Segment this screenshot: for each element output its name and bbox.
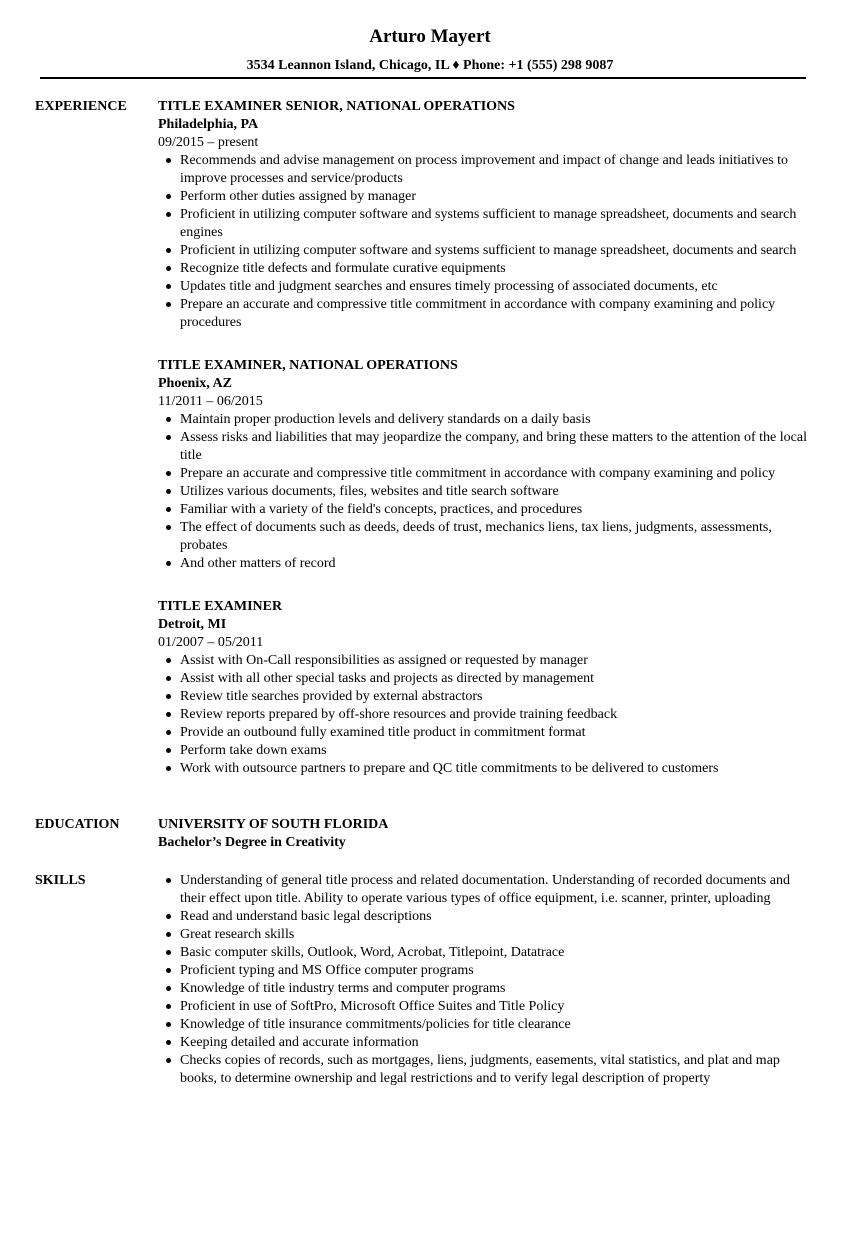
bullet-item: The effect of documents such as deeds, deeds of trust, mechanics liens, tax liens, judgments, assessments, probates [158, 519, 813, 555]
bullet-item: Review reports prepared by off-shore resources and provide training feedback [158, 706, 813, 724]
bullet-item: Provide an outbound fully examined title product in commitment format [158, 724, 813, 742]
bullet-item: Review title searches provided by external abstractors [158, 688, 813, 706]
skill-item: Basic computer skills, Outlook, Word, Acrobat, Titlepoint, Datatrace [158, 944, 813, 962]
skill-item: Checks copies of records, such as mortgages, liens, judgments, easements, vital statistics, and plat and map books, to determine ownership and legal restrictions and to verify legal description of property [158, 1052, 813, 1088]
skills-list [158, 872, 813, 1088]
job-bullets [158, 152, 813, 332]
skill-item: Keeping detailed and accurate information [158, 1034, 813, 1052]
bullet-item: Utilizes various documents, files, websites and title search software [158, 483, 813, 501]
job-entry [158, 98, 813, 332]
bullet-item: Updates title and judgment searches and ensures timely processing of associated documents, etc [158, 278, 813, 296]
skill-item: Knowledge of title insurance commitments/policies for title clearance [158, 1016, 813, 1034]
bullet-item: Recommends and advise management on process improvement and impact of change and leads initiatives to improve processes and service/products [158, 152, 813, 188]
school-name: UNIVERSITY OF SOUTH FLORIDA [158, 817, 389, 832]
job-title: TITLE EXAMINER, NATIONAL OPERATIONS [158, 358, 458, 373]
skill-item: Knowledge of title industry terms and computer programs [158, 980, 813, 998]
degree: Bachelor’s Degree in Creativity [158, 835, 346, 850]
skill-item: Understanding of general title process and related documentation. Understanding of recorded documents and their effect upon title. Ability to operate various types of office equipment, i.e. scanner, printer, uploading [158, 872, 813, 908]
job-title: TITLE EXAMINER SENIOR, NATIONAL OPERATIONS [158, 99, 515, 114]
bullet-item: Perform other duties assigned by manager [158, 188, 813, 206]
skill-item: Proficient in use of SoftPro, Microsoft Office Suites and Title Policy [158, 998, 813, 1016]
bullet-item: Proficient in utilizing computer software and systems sufficient to manage spreadsheet, documents and search [158, 242, 813, 260]
experience-heading: EXPERIENCE [35, 99, 127, 114]
bullet-item: Work with outsource partners to prepare and QC title commitments to be delivered to customers [158, 760, 813, 778]
bullet-item: Familiar with a variety of the field's concepts, practices, and procedures [158, 501, 813, 519]
skill-item: Great research skills [158, 926, 813, 944]
job-location: Phoenix, AZ [158, 376, 232, 391]
job-dates: 11/2011 – 06/2015 [158, 394, 263, 409]
bullet-item: And other matters of record [158, 555, 813, 573]
job-dates: 01/2007 – 05/2011 [158, 635, 264, 650]
bullet-item: Assist with all other special tasks and projects as directed by management [158, 670, 813, 688]
bullet-item: Assess risks and liabilities that may jeopardize the company, and bring these matters to the attention of the local title [158, 429, 813, 465]
contact-info: 3534 Leannon Island, Chicago, IL ♦ Phone: +1 (555) 298 9087 [246, 58, 614, 73]
bullet-item: Maintain proper production levels and delivery standards on a daily basis [158, 411, 813, 429]
bullet-item: Recognize title defects and formulate curative equipments [158, 260, 813, 278]
bullet-item: Prepare an accurate and compressive title commitment in accordance with company examining and policy procedures [158, 296, 813, 332]
job-entry [158, 357, 813, 573]
header-divider [40, 77, 806, 79]
job-title: TITLE EXAMINER [158, 599, 283, 614]
bullet-item: Proficient in utilizing computer software and systems sufficient to manage spreadsheet, documents and search engines [158, 206, 813, 242]
skill-item: Read and understand basic legal descriptions [158, 908, 813, 926]
job-bullets [158, 411, 813, 573]
education-body [158, 816, 813, 852]
job-bullets [158, 652, 813, 778]
job-entry [158, 598, 813, 778]
candidate-name: Arturo Mayert [369, 26, 491, 47]
job-location: Detroit, MI [158, 617, 227, 632]
skills-heading: SKILLS [35, 873, 86, 888]
resume-header [0, 26, 860, 74]
education-heading: EDUCATION [35, 817, 120, 832]
bullet-item: Perform take down exams [158, 742, 813, 760]
job-dates: 09/2015 – present [158, 135, 259, 150]
skills-body [158, 872, 813, 1088]
bullet-item: Prepare an accurate and compressive title commitment in accordance with company examining and policy [158, 465, 813, 483]
experience-body [158, 98, 813, 803]
skill-item: Proficient typing and MS Office computer programs [158, 962, 813, 980]
job-location: Philadelphia, PA [158, 117, 259, 132]
bullet-item: Assist with On-Call responsibilities as assigned or requested by manager [158, 652, 813, 670]
